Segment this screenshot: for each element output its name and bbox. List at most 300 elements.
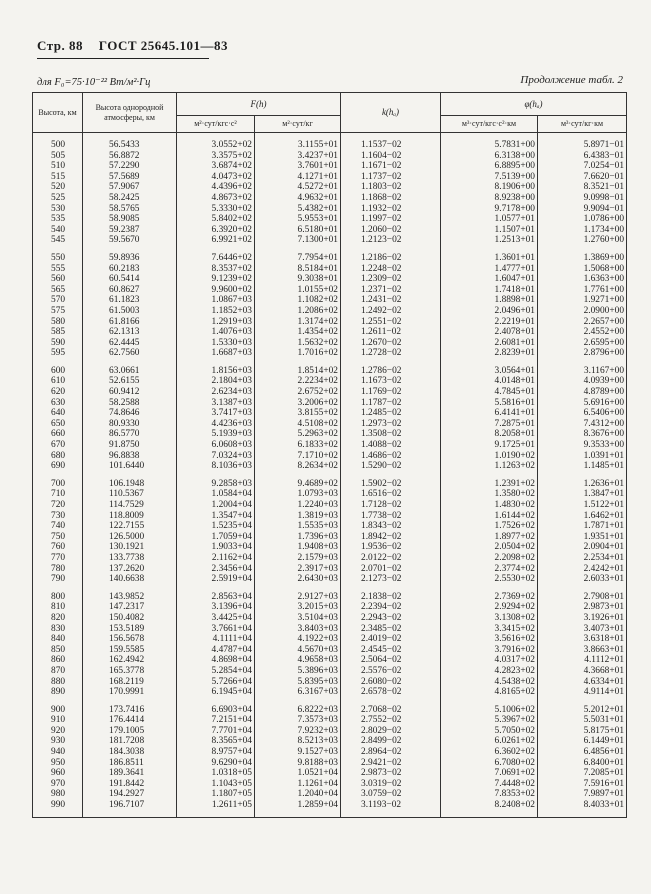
cell-phi-kgs: 7.2875+01 <box>441 419 538 430</box>
cell-homogeneous-height: 184.3038 <box>83 747 177 758</box>
table-row <box>33 285 627 296</box>
cell-height: 780 <box>33 564 83 575</box>
cell-phi-kg: 6.4856+01 <box>538 747 627 758</box>
table-row <box>33 574 627 585</box>
cell-height: 960 <box>33 768 83 779</box>
cell-phi-kgs: 5.7050+02 <box>441 726 538 737</box>
cell-phi-kgs: 3.5616+02 <box>441 634 538 645</box>
cell-homogeneous-height: 170.9991 <box>83 687 177 698</box>
cell-F-kg: 3.2015+03 <box>255 602 341 613</box>
cell-F-kgs: 9.9600+02 <box>177 285 255 296</box>
cell-F-kgs: 3.3575+02 <box>177 151 255 162</box>
cell-height: 565 <box>33 285 83 296</box>
cell-F-kg: 1.2859+04 <box>255 800 341 817</box>
cell-F-kgs: 1.1807+05 <box>177 789 255 800</box>
cell-F-kgs: 1.9033+04 <box>177 542 255 553</box>
header-rule <box>37 58 209 59</box>
cell-k: 2.7068−02 <box>341 698 441 716</box>
cell-phi-kg: 4.9114+01 <box>538 687 627 698</box>
cell-phi-kgs: 1.2513+01 <box>441 235 538 246</box>
cell-homogeneous-height: 61.1823 <box>83 295 177 306</box>
cell-F-kgs: 1.1043+05 <box>177 779 255 790</box>
table-body <box>33 133 627 818</box>
cell-k: 1.4088−02 <box>341 440 441 451</box>
cell-F-kg: 3.1155+01 <box>255 133 341 151</box>
cell-homogeneous-height: 156.5678 <box>83 634 177 645</box>
cell-homogeneous-height: 59.8936 <box>83 246 177 264</box>
cell-homogeneous-height: 58.2425 <box>83 193 177 204</box>
cell-k: 1.5290−02 <box>341 461 441 472</box>
table-row <box>33 429 627 440</box>
cell-homogeneous-height: 56.8872 <box>83 151 177 162</box>
table-row <box>33 472 627 490</box>
cell-k: 2.4545−02 <box>341 645 441 656</box>
cell-F-kgs: 5.3330+02 <box>177 204 255 215</box>
cell-k: 1.2371−02 <box>341 285 441 296</box>
cell-homogeneous-height: 61.5003 <box>83 306 177 317</box>
cell-phi-kgs: 8.1906+00 <box>441 182 538 193</box>
cell-F-kg: 2.3917+03 <box>255 564 341 575</box>
cell-F-kg: 4.5108+02 <box>255 419 341 430</box>
table-row <box>33 532 627 543</box>
cell-F-kgs: 7.7701+04 <box>177 726 255 737</box>
table-row <box>33 800 627 817</box>
cell-F-kg: 4.5272+01 <box>255 182 341 193</box>
cell-phi-kg: 8.3676+00 <box>538 429 627 440</box>
cell-F-kg: 1.1082+02 <box>255 295 341 306</box>
cell-phi-kgs: 2.8239+01 <box>441 348 538 359</box>
cell-phi-kg: 2.7908+01 <box>538 585 627 603</box>
cell-k: 1.1787−02 <box>341 398 441 409</box>
cell-phi-kg: 3.1926+01 <box>538 613 627 624</box>
cell-homogeneous-height: 58.5765 <box>83 204 177 215</box>
table-row <box>33 440 627 451</box>
cell-phi-kgs: 1.8977+02 <box>441 532 538 543</box>
cell-phi-kg: 6.1449+01 <box>538 736 627 747</box>
cell-height: 575 <box>33 306 83 317</box>
cell-F-kgs: 1.6687+03 <box>177 348 255 359</box>
cell-phi-kgs: 6.3602+02 <box>441 747 538 758</box>
cell-k: 1.1604−02 <box>341 151 441 162</box>
cell-phi-kgs: 1.1263+02 <box>441 461 538 472</box>
table-row <box>33 698 627 716</box>
table-row <box>33 376 627 387</box>
table-row <box>33 768 627 779</box>
cell-height: 520 <box>33 182 83 193</box>
cell-homogeneous-height: 150.4082 <box>83 613 177 624</box>
cell-homogeneous-height: 62.7560 <box>83 348 177 359</box>
cell-phi-kgs: 2.2219+01 <box>441 317 538 328</box>
cell-F-kg: 1.3819+03 <box>255 511 341 522</box>
cell-homogeneous-height: 122.7155 <box>83 521 177 532</box>
cell-k: 2.0122−02 <box>341 553 441 564</box>
cell-phi-kgs: 5.5816+01 <box>441 398 538 409</box>
cell-k: 1.2248−02 <box>341 264 441 275</box>
table-row <box>33 747 627 758</box>
cell-homogeneous-height: 194.2927 <box>83 789 177 800</box>
standard-number: ГОСТ 25645.101—83 <box>98 38 229 53</box>
cell-homogeneous-height: 58.2588 <box>83 398 177 409</box>
cell-height: 800 <box>33 585 83 603</box>
cell-F-kgs: 1.7059+04 <box>177 532 255 543</box>
cell-phi-kg: 1.5122+01 <box>538 500 627 511</box>
cell-phi-kgs: 1.0577+01 <box>441 214 538 225</box>
cell-phi-kgs: 4.2823+02 <box>441 666 538 677</box>
cell-homogeneous-height: 173.7416 <box>83 698 177 716</box>
cell-k: 2.0701−02 <box>341 564 441 575</box>
cell-F-kg: 3.5104+03 <box>255 613 341 624</box>
cell-phi-kg: 4.8789+00 <box>538 387 627 398</box>
table-row <box>33 172 627 183</box>
cell-homogeneous-height: 62.4445 <box>83 338 177 349</box>
cell-F-kgs: 7.0324+03 <box>177 451 255 462</box>
cell-k: 2.1838−02 <box>341 585 441 603</box>
cell-homogeneous-height: 60.2183 <box>83 264 177 275</box>
cell-F-kg: 5.2963+02 <box>255 429 341 440</box>
cell-F-kg: 3.8155+02 <box>255 408 341 419</box>
table-row <box>33 161 627 172</box>
cell-phi-kgs: 3.1308+02 <box>441 613 538 624</box>
cell-k: 2.5064−02 <box>341 655 441 666</box>
cell-homogeneous-height: 159.5585 <box>83 645 177 656</box>
cell-height: 980 <box>33 789 83 800</box>
cell-k: 1.8343−02 <box>341 521 441 532</box>
cell-homogeneous-height: 114.7529 <box>83 500 177 511</box>
cell-height: 830 <box>33 624 83 635</box>
cell-k: 1.2728−02 <box>341 348 441 359</box>
cell-phi-kg: 4.3668+01 <box>538 666 627 677</box>
table-row <box>33 193 627 204</box>
cell-phi-kgs: 9.7178+00 <box>441 204 538 215</box>
col-k: k(hₐ) <box>341 93 441 133</box>
cell-homogeneous-height: 181.7208 <box>83 736 177 747</box>
cell-homogeneous-height: 162.4942 <box>83 655 177 666</box>
cell-phi-kg: 5.5031+01 <box>538 715 627 726</box>
cell-height: 990 <box>33 800 83 817</box>
table-row <box>33 348 627 359</box>
cell-k: 1.2431−02 <box>341 295 441 306</box>
cell-k: 1.1932−02 <box>341 204 441 215</box>
cell-F-kgs: 2.5919+04 <box>177 574 255 585</box>
cell-phi-kg: 1.9351+01 <box>538 532 627 543</box>
cell-phi-kg: 2.4552+00 <box>538 327 627 338</box>
cell-phi-kg: 2.6033+01 <box>538 574 627 585</box>
cell-height: 920 <box>33 726 83 737</box>
cell-height: 530 <box>33 204 83 215</box>
cell-F-kgs: 8.3537+02 <box>177 264 255 275</box>
cell-F-kgs: 1.0867+03 <box>177 295 255 306</box>
cell-height: 750 <box>33 532 83 543</box>
cell-homogeneous-height: 86.5770 <box>83 429 177 440</box>
cell-F-kgs: 1.4076+03 <box>177 327 255 338</box>
cell-homogeneous-height: 91.8750 <box>83 440 177 451</box>
cell-homogeneous-height: 118.8009 <box>83 511 177 522</box>
cell-k: 2.2394−02 <box>341 602 441 613</box>
cell-phi-kg: 1.1734+00 <box>538 225 627 236</box>
cell-phi-kgs: 7.8353+02 <box>441 789 538 800</box>
cell-phi-kg: 1.6363+00 <box>538 274 627 285</box>
cell-F-kgs: 3.1387+03 <box>177 398 255 409</box>
cell-phi-kgs: 6.8895+00 <box>441 161 538 172</box>
cell-height: 590 <box>33 338 83 349</box>
cell-F-kgs: 1.0584+04 <box>177 489 255 500</box>
cell-F-kg: 1.7396+03 <box>255 532 341 543</box>
page-number: 88 <box>69 38 83 53</box>
cell-F-kgs: 4.4787+04 <box>177 645 255 656</box>
cell-phi-kg: 5.2012+01 <box>538 698 627 716</box>
cell-F-kgs: 8.9757+04 <box>177 747 255 758</box>
cell-k: 2.6578−02 <box>341 687 441 698</box>
cell-homogeneous-height: 191.8442 <box>83 779 177 790</box>
table-row <box>33 214 627 225</box>
cell-phi-kgs: 6.0261+02 <box>441 736 538 747</box>
table-row <box>33 338 627 349</box>
table-row <box>33 677 627 688</box>
cell-height: 580 <box>33 317 83 328</box>
cell-F-kgs: 5.8402+02 <box>177 214 255 225</box>
cell-F-kg: 1.1261+04 <box>255 779 341 790</box>
cell-F-kg: 9.3038+01 <box>255 274 341 285</box>
cell-k: 1.2786−02 <box>341 359 441 377</box>
cell-F-kg: 2.6752+02 <box>255 387 341 398</box>
cell-k: 1.3508−02 <box>341 429 441 440</box>
cell-phi-kgs: 2.0496+01 <box>441 306 538 317</box>
cell-phi-kgs: 6.3138+00 <box>441 151 538 162</box>
cell-F-kg: 4.9658+03 <box>255 655 341 666</box>
cell-k: 1.2309−02 <box>341 274 441 285</box>
cell-F-kg: 1.2240+03 <box>255 500 341 511</box>
cell-phi-kgs: 7.0691+02 <box>441 768 538 779</box>
cell-phi-kgs: 2.6081+01 <box>441 338 538 349</box>
cell-height: 510 <box>33 161 83 172</box>
cell-k: 2.9421−02 <box>341 758 441 769</box>
cell-homogeneous-height: 147.2317 <box>83 602 177 613</box>
cell-F-kg: 7.1300+01 <box>255 235 341 246</box>
cell-F-kgs: 6.0608+03 <box>177 440 255 451</box>
col-F: F(h) <box>177 93 341 116</box>
cell-homogeneous-height: 106.1948 <box>83 472 177 490</box>
cell-k: 1.1769−02 <box>341 387 441 398</box>
table-row <box>33 666 627 677</box>
cell-F-kg: 4.9632+01 <box>255 193 341 204</box>
cell-homogeneous-height: 74.8646 <box>83 408 177 419</box>
cell-height: 700 <box>33 472 83 490</box>
cell-phi-kgs: 9.1725+01 <box>441 440 538 451</box>
cell-k: 2.8029−02 <box>341 726 441 737</box>
cell-phi-kg: 3.8663+01 <box>538 645 627 656</box>
cell-phi-kg: 1.7871+01 <box>538 521 627 532</box>
cell-phi-kgs: 2.3774+02 <box>441 564 538 575</box>
cell-F-kgs: 9.1239+02 <box>177 274 255 285</box>
cell-F-kgs: 5.2854+04 <box>177 666 255 677</box>
cell-phi-kgs: 4.0148+01 <box>441 376 538 387</box>
cell-k: 3.1193−02 <box>341 800 441 817</box>
table-row <box>33 133 627 151</box>
cell-height: 950 <box>33 758 83 769</box>
cell-F-kg: 8.5184+01 <box>255 264 341 275</box>
cell-F-kgs: 4.8673+02 <box>177 193 255 204</box>
cell-homogeneous-height: 56.5433 <box>83 133 177 151</box>
table-row <box>33 182 627 193</box>
cell-phi-kg: 1.7761+00 <box>538 285 627 296</box>
page-label: Стр. <box>37 38 66 53</box>
cell-F-kgs: 6.1945+04 <box>177 687 255 698</box>
table-row <box>33 624 627 635</box>
table-row <box>33 511 627 522</box>
cell-k: 1.8942−02 <box>341 532 441 543</box>
cell-F-kgs: 6.6903+04 <box>177 698 255 716</box>
cell-homogeneous-height: 189.3641 <box>83 768 177 779</box>
cell-F-kgs: 7.6446+02 <box>177 246 255 264</box>
cell-phi-kgs: 6.7080+02 <box>441 758 538 769</box>
table-row <box>33 779 627 790</box>
cell-k: 1.9536−02 <box>341 542 441 553</box>
cell-phi-kg: 3.1167+00 <box>538 359 627 377</box>
table-row <box>33 489 627 500</box>
cell-F-kg: 9.4689+02 <box>255 472 341 490</box>
cell-phi-kg: 3.4073+01 <box>538 624 627 635</box>
cell-height: 720 <box>33 500 83 511</box>
cell-k: 1.7738−02 <box>341 511 441 522</box>
cell-height: 650 <box>33 419 83 430</box>
cell-F-kg: 4.1922+03 <box>255 634 341 645</box>
cell-phi-kgs: 8.9238+00 <box>441 193 538 204</box>
cell-F-kgs: 4.4236+03 <box>177 419 255 430</box>
cell-k: 1.1673−02 <box>341 376 441 387</box>
cell-phi-kg: 2.2657+00 <box>538 317 627 328</box>
cell-k: 1.2611−02 <box>341 327 441 338</box>
cell-phi-kgs: 3.3415+02 <box>441 624 538 635</box>
page-header <box>37 38 228 54</box>
cell-phi-kg: 7.9897+01 <box>538 789 627 800</box>
cell-phi-kg: 5.8175+01 <box>538 726 627 737</box>
table-row <box>33 634 627 645</box>
cell-phi-kg: 4.0939+00 <box>538 376 627 387</box>
table-row <box>33 789 627 800</box>
cell-phi-kg: 1.1485+01 <box>538 461 627 472</box>
cell-phi-kg: 6.5406+00 <box>538 408 627 419</box>
cell-F-kgs: 1.8156+03 <box>177 359 255 377</box>
cell-phi-kg: 1.0786+00 <box>538 214 627 225</box>
cell-homogeneous-height: 57.5689 <box>83 172 177 183</box>
cell-phi-kgs: 6.4141+01 <box>441 408 538 419</box>
table-row <box>33 151 627 162</box>
cell-k: 1.1737−02 <box>341 172 441 183</box>
cell-F-kg: 5.4382+01 <box>255 204 341 215</box>
cell-height: 550 <box>33 246 83 264</box>
cell-k: 3.0319−02 <box>341 779 441 790</box>
table-row <box>33 687 627 698</box>
cell-phi-kg: 1.6462+01 <box>538 511 627 522</box>
cell-homogeneous-height: 59.2387 <box>83 225 177 236</box>
cell-height: 670 <box>33 440 83 451</box>
cell-F-kg: 2.9127+03 <box>255 585 341 603</box>
table-row <box>33 461 627 472</box>
cell-F-kgs: 3.0552+02 <box>177 133 255 151</box>
table-row <box>33 317 627 328</box>
cell-F-kgs: 8.3565+04 <box>177 736 255 747</box>
cell-F-kg: 1.0155+02 <box>255 285 341 296</box>
table-row <box>33 274 627 285</box>
cell-F-kg: 6.1833+02 <box>255 440 341 451</box>
cell-k: 1.1671−02 <box>341 161 441 172</box>
cell-phi-kgs: 3.7916+02 <box>441 645 538 656</box>
cell-F-kgs: 3.4425+04 <box>177 613 255 624</box>
cell-F-kg: 6.8222+03 <box>255 698 341 716</box>
cell-F-kgs: 5.7266+04 <box>177 677 255 688</box>
cell-phi-kg: 1.5068+00 <box>538 264 627 275</box>
cell-height: 560 <box>33 274 83 285</box>
cell-homogeneous-height: 60.9412 <box>83 387 177 398</box>
cell-homogeneous-height: 80.9330 <box>83 419 177 430</box>
cell-homogeneous-height: 62.1313 <box>83 327 177 338</box>
cell-homogeneous-height: 130.1921 <box>83 542 177 553</box>
cell-homogeneous-height: 165.3778 <box>83 666 177 677</box>
cell-homogeneous-height: 57.2290 <box>83 161 177 172</box>
cell-phi-kgs: 1.4777+01 <box>441 264 538 275</box>
cell-phi-kg: 1.2760+00 <box>538 235 627 246</box>
cell-homogeneous-height: 153.5189 <box>83 624 177 635</box>
cell-height: 500 <box>33 133 83 151</box>
col-phi-unit2: м³·сут/кг·км <box>538 116 627 133</box>
cell-height: 680 <box>33 451 83 462</box>
cell-F-kg: 5.8395+03 <box>255 677 341 688</box>
cell-F-kg: 1.7016+02 <box>255 348 341 359</box>
cell-F-kg: 3.8403+03 <box>255 624 341 635</box>
table-row <box>33 553 627 564</box>
cell-phi-kgs: 2.9294+02 <box>441 602 538 613</box>
col-F-unit1: м²·сут/кгс·с² <box>177 116 255 133</box>
cell-homogeneous-height: 60.5414 <box>83 274 177 285</box>
cell-k: 3.0759−02 <box>341 789 441 800</box>
table-row <box>33 542 627 553</box>
cell-phi-kg: 1.3847+01 <box>538 489 627 500</box>
cell-phi-kg: 7.4312+00 <box>538 419 627 430</box>
cell-k: 1.7128−02 <box>341 500 441 511</box>
cell-height: 730 <box>33 511 83 522</box>
cell-k: 1.2492−02 <box>341 306 441 317</box>
cell-k: 1.2670−02 <box>341 338 441 349</box>
cell-phi-kg: 8.3521−01 <box>538 182 627 193</box>
cell-F-kgs: 4.8698+04 <box>177 655 255 666</box>
cell-homogeneous-height: 140.6638 <box>83 574 177 585</box>
cell-homogeneous-height: 96.8838 <box>83 451 177 462</box>
table-row <box>33 521 627 532</box>
cell-height: 770 <box>33 553 83 564</box>
table-row <box>33 645 627 656</box>
cell-phi-kgs: 5.7831+00 <box>441 133 538 151</box>
cell-phi-kg: 3.6318+01 <box>538 634 627 645</box>
cell-F-kgs: 1.0318+05 <box>177 768 255 779</box>
cell-F-kg: 2.6430+03 <box>255 574 341 585</box>
cell-height: 860 <box>33 655 83 666</box>
table-row <box>33 715 627 726</box>
cell-k: 2.5576−02 <box>341 666 441 677</box>
cell-phi-kg: 2.0904+01 <box>538 542 627 553</box>
cell-F-kgs: 1.2004+04 <box>177 500 255 511</box>
cell-F-kgs: 1.5235+04 <box>177 521 255 532</box>
cell-F-kgs: 3.7661+04 <box>177 624 255 635</box>
table-row <box>33 204 627 215</box>
cell-phi-kg: 8.4033+01 <box>538 800 627 817</box>
data-table <box>32 92 627 818</box>
cell-F-kgs: 5.1939+03 <box>177 429 255 440</box>
continuation-label: Продолжение табл. 2 <box>520 74 623 86</box>
table-row <box>33 387 627 398</box>
cell-height: 820 <box>33 613 83 624</box>
cell-F-kg: 7.3573+03 <box>255 715 341 726</box>
cell-F-kg: 1.8514+02 <box>255 359 341 377</box>
